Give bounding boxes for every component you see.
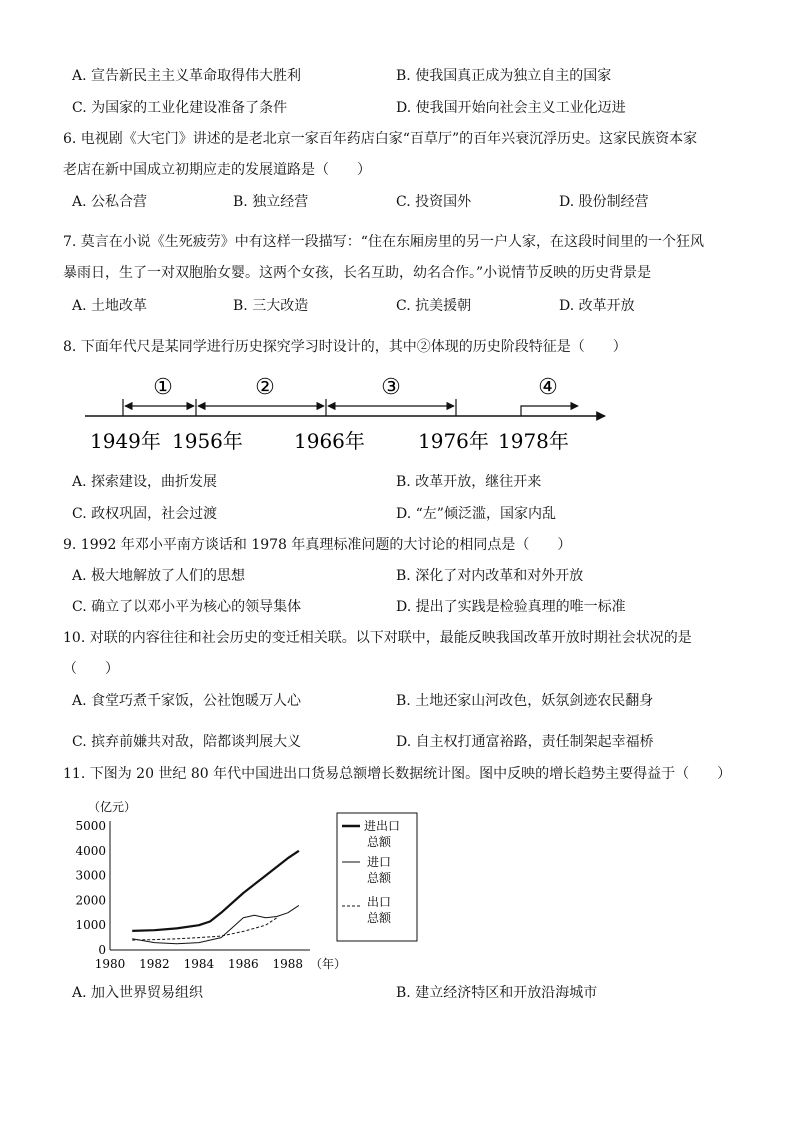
q8-option-b: B. 改革开放，继往开来 — [396, 474, 542, 490]
year-1956: 1956年 — [172, 429, 243, 453]
y-tick-label: 1000 — [75, 918, 106, 933]
q7-option-d: D. 改革开放 — [559, 298, 635, 314]
x-tick-label: 1988 — [272, 957, 304, 971]
legend-label-export-1: 出口 — [367, 895, 392, 909]
x-axis-unit: （年） — [310, 957, 347, 971]
q9-option-a: A. 极大地解放了人们的思想 — [72, 568, 246, 584]
trade-line-chart — [60, 796, 440, 976]
legend-label-import-2: 总额 — [367, 871, 392, 885]
segment-4-arrow — [521, 406, 578, 416]
q7-stem-line2: 暴雨日，生了一对双胞胎女婴。这两个女孩，长名互助，幼名合作。”小说情节反映的历史背景是 — [63, 265, 652, 281]
year-1978: 1978年 — [498, 429, 569, 453]
q6-option-d: D. 股份制经营 — [559, 194, 649, 210]
series-line-1 — [132, 851, 299, 931]
year-1966: 1966年 — [294, 429, 365, 453]
year-1949: 1949年 — [90, 429, 161, 453]
segment-label-3: ③ — [381, 375, 401, 400]
q11-stem: 11. 下图为 20 世纪 80 年代中国进出口货易总额增长数据统计图。图中反映的增长趋势主要得益于（ ） — [63, 766, 732, 782]
x-tick-labels — [95, 957, 303, 971]
series-line-2 — [132, 905, 299, 943]
y-tick-label: 3000 — [75, 868, 106, 883]
q6-option-c: C. 投资国外 — [396, 194, 472, 210]
legend-label-import-1: 进口 — [367, 855, 392, 869]
x-tick-label: 1986 — [228, 957, 259, 971]
q6-stem-line2: 老店在新中国成立初期应走的发展道路是（ ） — [63, 162, 371, 178]
x-tick-label: 1980 — [94, 957, 126, 971]
q9-option-c: C. 确立了以邓小平为核心的领导集体 — [72, 599, 302, 615]
q10-stem-line1: 10. 对联的内容往往和社会历史的变迁相关联。以下对联中，最能反映我国改革开放时期社会状况的是 — [63, 630, 692, 646]
q7-option-a: A. 土地改革 — [72, 298, 148, 314]
y-axis-unit: （亿元） — [88, 800, 137, 814]
q6-option-a: A. 公私合营 — [72, 194, 148, 210]
q10-option-c: C. 摈弃前嫌共对敌，陪都谈判展大义 — [72, 734, 302, 750]
q8-stem: 8. 下面年代尺是某同学进行历史探究学习时设计的，其中②体现的历史阶段特征是（ ） — [63, 339, 627, 355]
q5-option-a: A. 宣告新民主主义革命取得伟大胜利 — [72, 68, 302, 84]
legend-entry-import — [342, 854, 392, 885]
q11-option-a: A. 加入世界贸易组织 — [72, 985, 204, 1001]
q6-stem-line1: 6. 电视剧《大宅门》讲述的是老北京一家百年药店白家“百草厅”的百年兴衰沉浮历史。这家民族资本家 — [63, 131, 698, 147]
legend-entry-total — [342, 818, 400, 849]
y-tick-label: 4000 — [75, 843, 106, 858]
q5-option-c: C. 为国家的工业化建设准备了条件 — [72, 100, 288, 116]
q7-stem-line1: 7. 莫言在小说《生死疲劳》中有这样一段描写：“住在东厢房里的另一户人家，在这段时间里的一个狂风 — [63, 234, 704, 250]
q8-option-a: A. 探索建设，曲折发展 — [72, 474, 218, 490]
x-tick-label: 1984 — [183, 957, 215, 971]
q5-option-d: D. 使我国开始向社会主义工业化迈进 — [396, 100, 626, 116]
legend-label-export-2: 总额 — [367, 911, 392, 925]
y-tick-labels — [75, 819, 106, 957]
q8-option-c: C. 政权巩固，社会过渡 — [72, 506, 218, 522]
y-tick-label: 5000 — [75, 819, 106, 833]
q9-option-b: B. 深化了对内改革和对外开放 — [396, 568, 584, 584]
q9-stem: 9. 1992 年邓小平南方谈话和 1978 年真理标准问题的大讨论的相同点是（ ） — [63, 537, 572, 553]
year-1976: 1976年 — [418, 429, 489, 453]
legend-label-total-2: 总额 — [367, 835, 392, 849]
segment-label-4: ④ — [538, 375, 558, 400]
q5-option-b: B. 使我国真正成为独立自主的国家 — [396, 68, 612, 84]
series-line-3 — [132, 918, 277, 940]
legend-label-total-1: 进出口 — [364, 819, 401, 833]
q10-option-b: B. 土地还家山河改色，妖氛剑迹农民翻身 — [396, 693, 654, 709]
q10-stem-line2: （ ） — [63, 661, 119, 677]
q7-option-c: C. 抗美援朝 — [396, 298, 472, 314]
y-tick-label: 0 — [98, 943, 106, 957]
segment-label-2: ② — [255, 375, 275, 400]
q7-option-b: B. 三大改造 — [233, 298, 309, 314]
q10-option-a: A. 食堂巧煮千家饭，公社饱暖万人心 — [72, 693, 302, 709]
legend-entry-export — [342, 894, 392, 925]
segment-label-1: ① — [153, 375, 173, 400]
q6-option-b: B. 独立经营 — [233, 194, 309, 210]
q10-option-d: D. 自主权打通富裕路，责任制架起幸福桥 — [396, 734, 654, 750]
q8-option-d: D. “左”倾泛滥，国家内乱 — [396, 506, 556, 522]
y-tick-label: 2000 — [75, 893, 106, 908]
timeline-diagram — [80, 368, 620, 458]
q9-option-d: D. 提出了实践是检验真理的唯一标准 — [396, 599, 626, 615]
q11-option-b: B. 建立经济特区和开放沿海城市 — [396, 985, 598, 1001]
x-tick-label: 1982 — [139, 957, 170, 971]
series-lines — [132, 851, 299, 944]
